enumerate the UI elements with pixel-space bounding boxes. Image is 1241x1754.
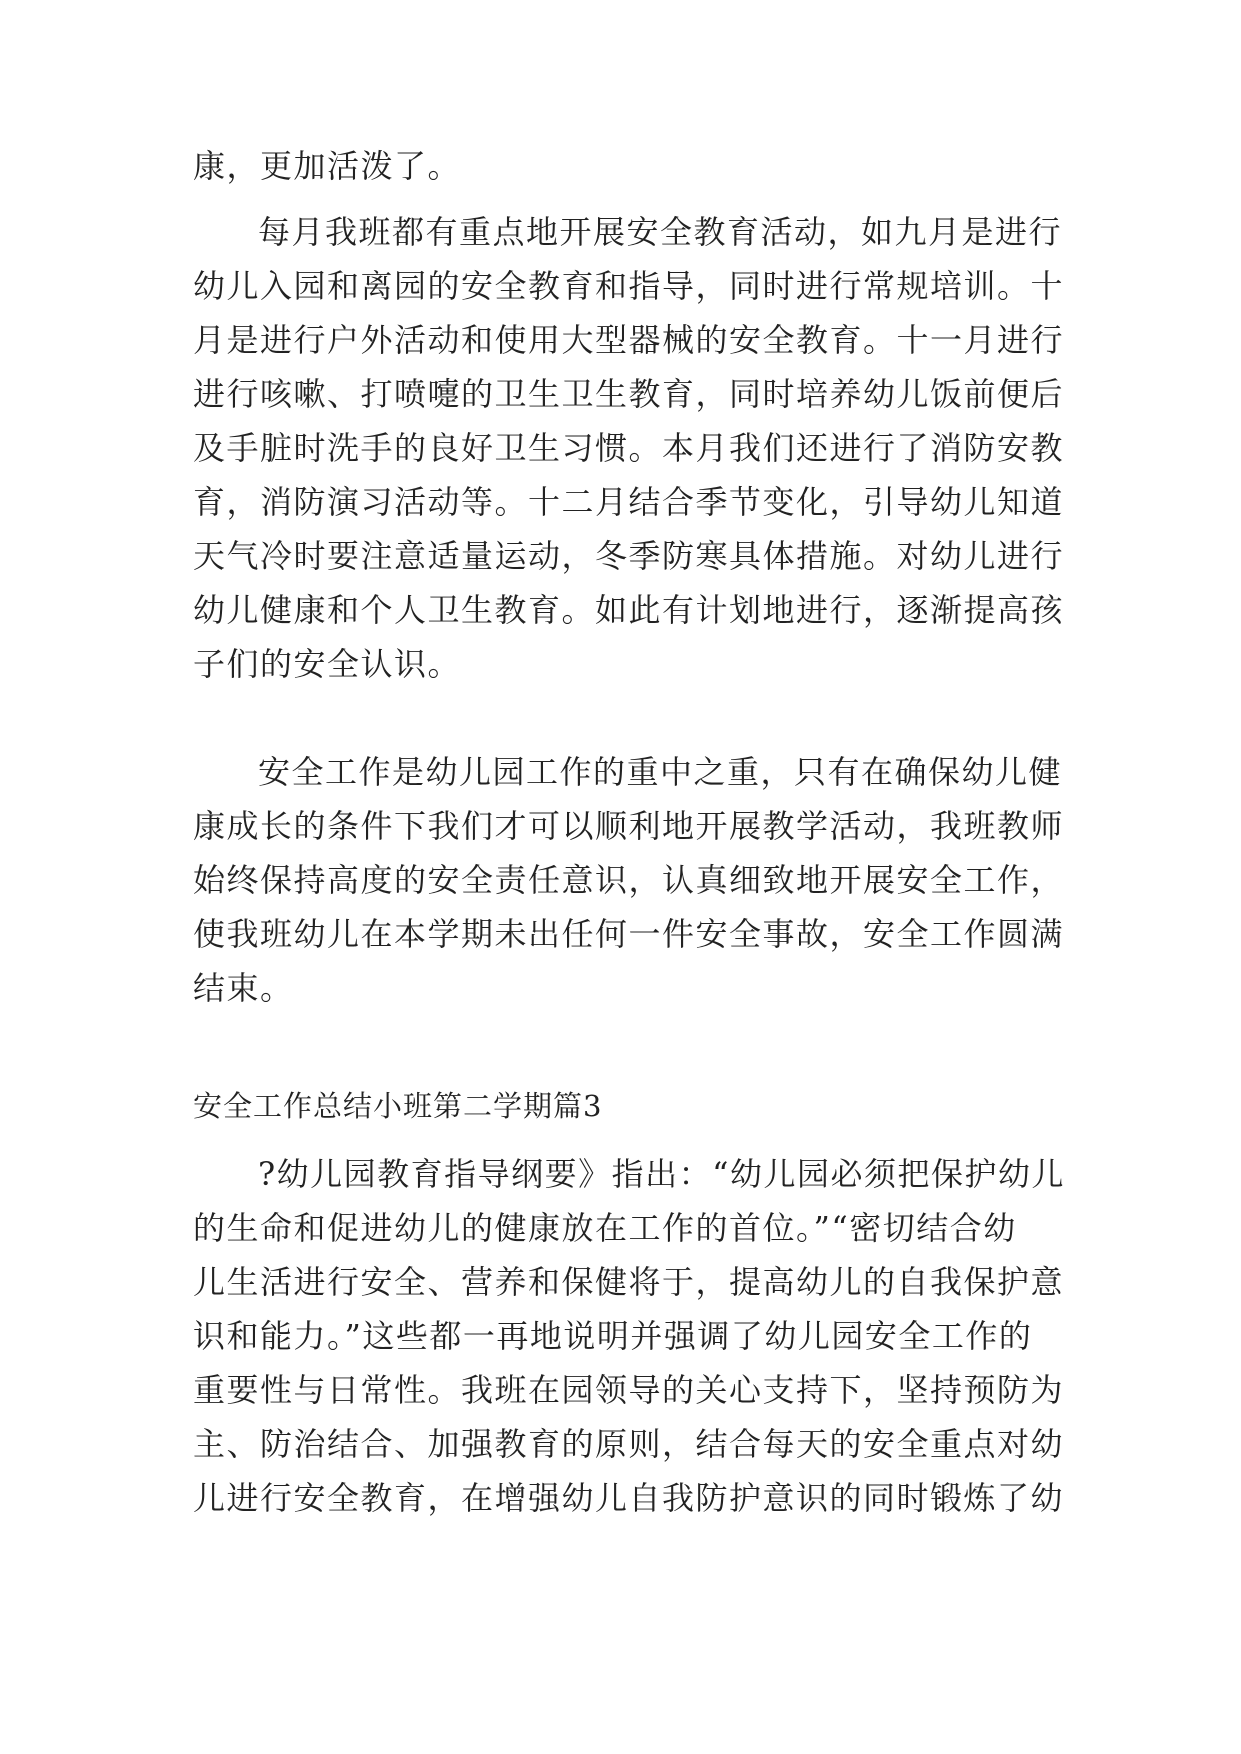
body-line: 识和能力。”这些都一再地说明并强调了幼儿园安全工作的	[193, 1317, 1033, 1355]
paragraph-first-line: ?幼儿园教育指导纲要》指出：“幼儿园必须把保护幼儿	[258, 1155, 1066, 1193]
body-line: 结束。	[193, 969, 294, 1007]
body-line: 儿生活进行安全、营养和保健将于，提高幼儿的自我保护意	[193, 1263, 1065, 1301]
body-line: 重要性与日常性。我班在园领导的关心支持下，坚持预防为	[193, 1371, 1065, 1409]
body-line: 天气冷时要注意适量运动，冬季防寒具体措施。对幼儿进行	[193, 537, 1065, 575]
body-line: 及手脏时洗手的良好卫生习惯。本月我们还进行了消防安教	[193, 429, 1065, 467]
body-line: 幼儿健康和个人卫生教育。如此有计划地进行，逐渐提高孩	[193, 591, 1065, 629]
body-line: 月是进行户外活动和使用大型器械的安全教育。十一月进行	[193, 321, 1065, 359]
body-line: 育，消防演习活动等。十二月结合季节变化，引导幼儿知道	[193, 483, 1065, 521]
paragraph-first-line: 安全工作是幼儿园工作的重中之重，只有在确保幼儿健	[258, 753, 1063, 791]
body-line: 的生命和促进幼儿的健康放在工作的首位。”“密切结合幼	[193, 1209, 1017, 1247]
section-heading: 安全工作总结小班第二学期篇3	[193, 1089, 603, 1123]
body-line: 始终保持高度的安全责任意识，认真细致地开展安全工作，	[193, 861, 1065, 899]
body-line: 康成长的条件下我们才可以顺利地开展教学活动，我班教师	[193, 807, 1065, 845]
paragraph-first-line: 每月我班都有重点地开展安全教育活动，如九月是进行	[258, 213, 1063, 251]
body-line: 儿进行安全教育，在增强幼儿自我防护意识的同时锻炼了幼	[193, 1479, 1065, 1517]
body-line: 子们的安全认识。	[193, 645, 462, 683]
body-line: 康，更加活泼了。	[193, 147, 462, 185]
body-line: 使我班幼儿在本学期未出任何一件安全事故，安全工作圆满	[193, 915, 1065, 953]
body-line: 进行咳嗽、打喷嚏的卫生卫生教育，同时培养幼儿饭前便后	[193, 375, 1065, 413]
body-line: 主、防治结合、加强教育的原则，结合每天的安全重点对幼	[193, 1425, 1065, 1463]
body-line: 幼儿入园和离园的安全教育和指导，同时进行常规培训。十	[193, 267, 1065, 305]
